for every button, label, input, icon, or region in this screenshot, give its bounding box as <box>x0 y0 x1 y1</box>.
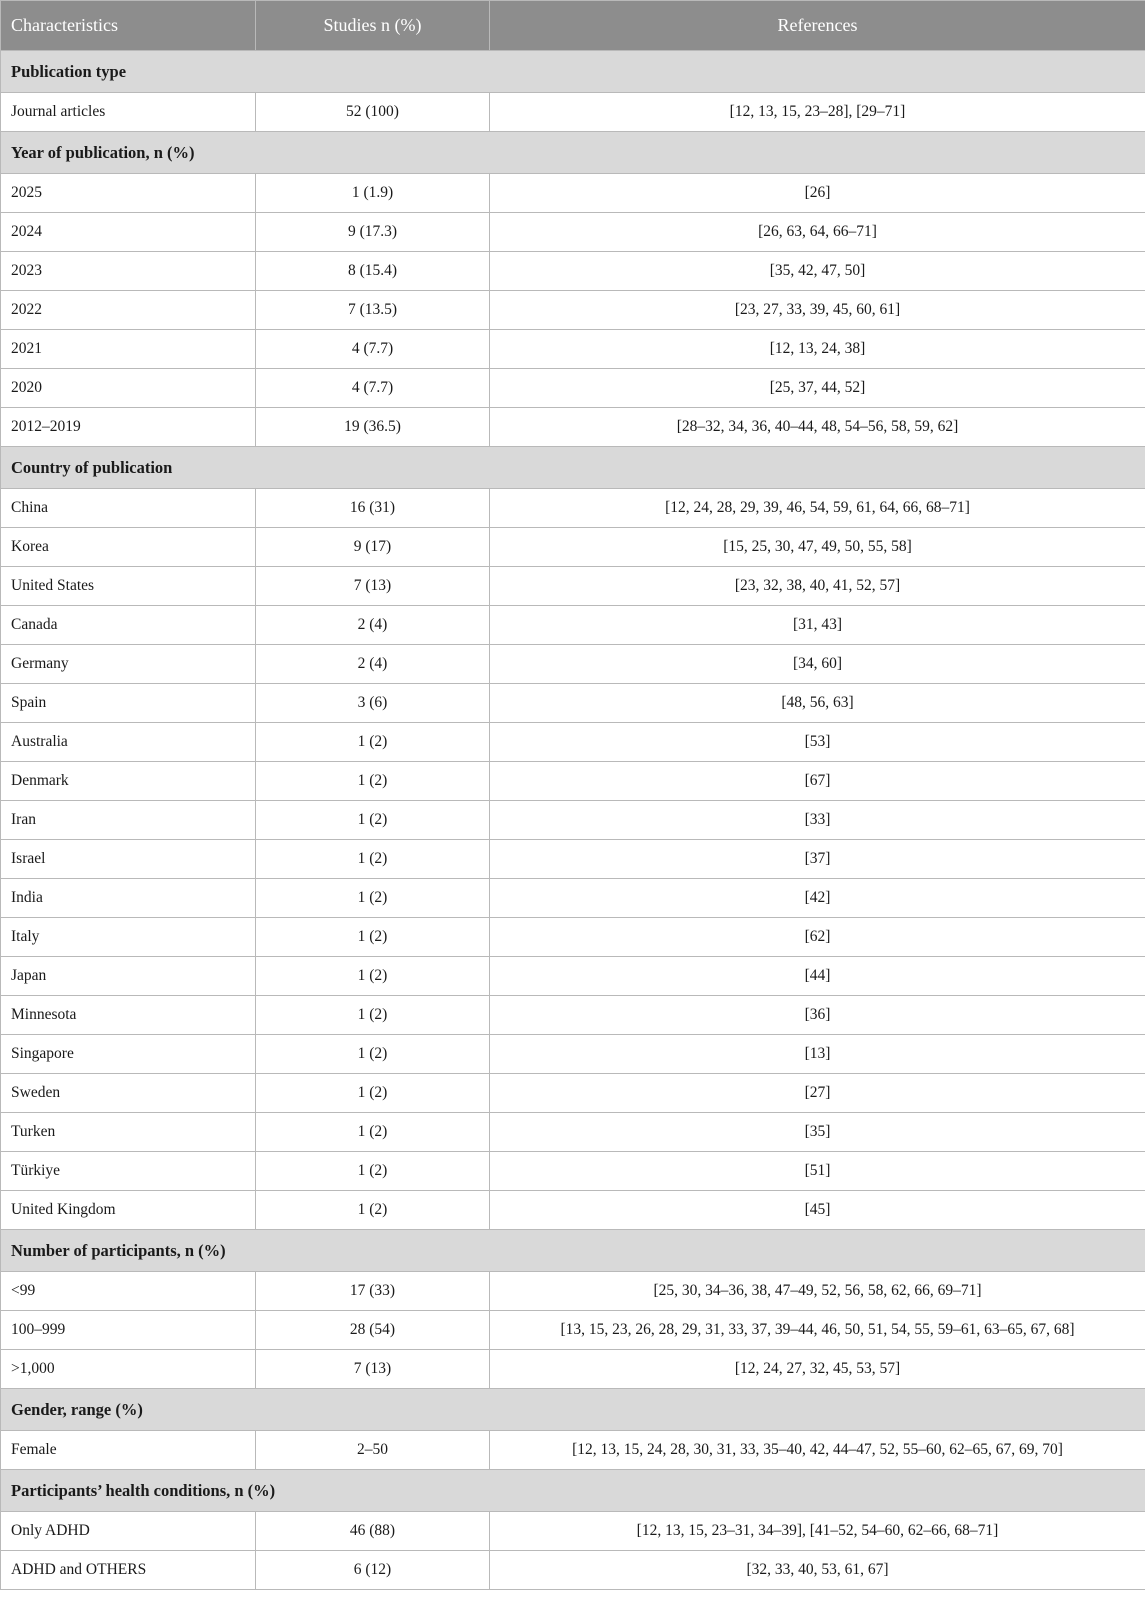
cell-studies: 1 (2) <box>256 801 490 840</box>
cell-studies: 1 (2) <box>256 840 490 879</box>
table-row <box>1 723 1145 762</box>
cell-studies: 8 (15.4) <box>256 252 490 291</box>
section-title: Number of participants, n (%) <box>1 1230 1145 1272</box>
cell-references: [62] <box>490 918 1145 957</box>
cell-references: [13] <box>490 1035 1145 1074</box>
header-row <box>1 1 1145 51</box>
table-row <box>1 489 1145 528</box>
cell-characteristic: Spain <box>1 684 256 723</box>
cell-characteristic: China <box>1 489 256 528</box>
cell-characteristic: 2023 <box>1 252 256 291</box>
cell-studies: 6 (12) <box>256 1551 490 1590</box>
cell-characteristic: Journal articles <box>1 93 256 132</box>
cell-references: [12, 13, 15, 23–28], [29–71] <box>490 93 1145 132</box>
cell-studies: 1 (2) <box>256 918 490 957</box>
section-title: Year of publication, n (%) <box>1 132 1145 174</box>
table-header <box>1 1 1145 51</box>
cell-characteristic: United Kingdom <box>1 1191 256 1230</box>
cell-characteristic: Female <box>1 1431 256 1470</box>
cell-studies: 1 (2) <box>256 762 490 801</box>
cell-references: [32, 33, 40, 53, 61, 67] <box>490 1551 1145 1590</box>
cell-characteristic: Only ADHD <box>1 1512 256 1551</box>
cell-studies: 7 (13.5) <box>256 291 490 330</box>
cell-references: [37] <box>490 840 1145 879</box>
section-header-row <box>1 1389 1145 1431</box>
table-row <box>1 1512 1145 1551</box>
cell-references: [25, 30, 34–36, 38, 47–49, 52, 56, 58, 62, 66, 69–71] <box>490 1272 1145 1311</box>
cell-characteristic: ADHD and OTHERS <box>1 1551 256 1590</box>
section-header-row <box>1 1470 1145 1512</box>
cell-references: [15, 25, 30, 47, 49, 50, 55, 58] <box>490 528 1145 567</box>
cell-characteristic: >1,000 <box>1 1350 256 1389</box>
cell-characteristic: Australia <box>1 723 256 762</box>
cell-studies: 16 (31) <box>256 489 490 528</box>
cell-studies: 9 (17.3) <box>256 213 490 252</box>
cell-characteristic: 100–999 <box>1 1311 256 1350</box>
section-header-row <box>1 1230 1145 1272</box>
table-row <box>1 762 1145 801</box>
cell-studies: 4 (7.7) <box>256 330 490 369</box>
header-studies: Studies n (%) <box>256 1 490 51</box>
cell-characteristic: 2012–2019 <box>1 408 256 447</box>
table-row <box>1 369 1145 408</box>
cell-studies: 1 (1.9) <box>256 174 490 213</box>
table-row <box>1 1191 1145 1230</box>
cell-characteristic: 2020 <box>1 369 256 408</box>
cell-references: [25, 37, 44, 52] <box>490 369 1145 408</box>
table-row <box>1 957 1145 996</box>
cell-references: [26] <box>490 174 1145 213</box>
table-row <box>1 1272 1145 1311</box>
cell-references: [34, 60] <box>490 645 1145 684</box>
header-references: References <box>490 1 1145 51</box>
table-row <box>1 252 1145 291</box>
section-title: Participants’ health conditions, n (%) <box>1 1470 1145 1512</box>
table-row <box>1 1551 1145 1590</box>
table-row <box>1 1035 1145 1074</box>
table-row <box>1 93 1145 132</box>
cell-references: [13, 15, 23, 26, 28, 29, 31, 33, 37, 39–44, 46, 50, 51, 54, 55, 59–61, 63–65, 67, 68] <box>490 1311 1145 1350</box>
cell-studies: 1 (2) <box>256 1074 490 1113</box>
cell-characteristic: United States <box>1 567 256 606</box>
cell-references: [35] <box>490 1113 1145 1152</box>
table-row <box>1 996 1145 1035</box>
table-row <box>1 1074 1145 1113</box>
table-row <box>1 174 1145 213</box>
cell-references: [35, 42, 47, 50] <box>490 252 1145 291</box>
cell-studies: 1 (2) <box>256 1035 490 1074</box>
cell-references: [23, 27, 33, 39, 45, 60, 61] <box>490 291 1145 330</box>
cell-references: [28–32, 34, 36, 40–44, 48, 54–56, 58, 59, 62] <box>490 408 1145 447</box>
table-row <box>1 645 1145 684</box>
table-row <box>1 1311 1145 1350</box>
table-row <box>1 879 1145 918</box>
cell-references: [51] <box>490 1152 1145 1191</box>
cell-studies: 1 (2) <box>256 957 490 996</box>
table-row <box>1 801 1145 840</box>
cell-characteristic: 2022 <box>1 291 256 330</box>
cell-characteristic: 2025 <box>1 174 256 213</box>
cell-references: [36] <box>490 996 1145 1035</box>
cell-characteristic: Japan <box>1 957 256 996</box>
cell-references: [12, 13, 15, 23–31, 34–39], [41–52, 54–60, 62–66, 68–71] <box>490 1512 1145 1551</box>
section-title: Country of publication <box>1 447 1145 489</box>
cell-references: [12, 24, 27, 32, 45, 53, 57] <box>490 1350 1145 1389</box>
cell-studies: 2 (4) <box>256 645 490 684</box>
cell-studies: 7 (13) <box>256 1350 490 1389</box>
cell-characteristic: Italy <box>1 918 256 957</box>
header-characteristics: Characteristics <box>1 1 256 51</box>
table-row <box>1 567 1145 606</box>
cell-references: [12, 13, 15, 24, 28, 30, 31, 33, 35–40, 42, 44–47, 52, 55–60, 62–65, 67, 69, 70] <box>490 1431 1145 1470</box>
section-header-row <box>1 51 1145 93</box>
table-row <box>1 330 1145 369</box>
cell-characteristic: Minnesota <box>1 996 256 1035</box>
table-body <box>1 51 1145 1590</box>
section-title: Gender, range (%) <box>1 1389 1145 1431</box>
cell-studies: 1 (2) <box>256 1113 490 1152</box>
cell-studies: 7 (13) <box>256 567 490 606</box>
cell-studies: 46 (88) <box>256 1512 490 1551</box>
table-row <box>1 684 1145 723</box>
cell-studies: 1 (2) <box>256 723 490 762</box>
cell-studies: 28 (54) <box>256 1311 490 1350</box>
section-header-row <box>1 132 1145 174</box>
section-title: Publication type <box>1 51 1145 93</box>
cell-references: [27] <box>490 1074 1145 1113</box>
table-row <box>1 1350 1145 1389</box>
cell-characteristic: Türkiye <box>1 1152 256 1191</box>
cell-references: [23, 32, 38, 40, 41, 52, 57] <box>490 567 1145 606</box>
cell-references: [12, 24, 28, 29, 39, 46, 54, 59, 61, 64, 66, 68–71] <box>490 489 1145 528</box>
cell-studies: 17 (33) <box>256 1272 490 1311</box>
cell-studies: 4 (7.7) <box>256 369 490 408</box>
cell-references: [12, 13, 24, 38] <box>490 330 1145 369</box>
table-row <box>1 840 1145 879</box>
cell-references: [44] <box>490 957 1145 996</box>
cell-characteristic: Israel <box>1 840 256 879</box>
cell-characteristic: Sweden <box>1 1074 256 1113</box>
cell-references: [31, 43] <box>490 606 1145 645</box>
cell-references: [48, 56, 63] <box>490 684 1145 723</box>
cell-characteristic: Denmark <box>1 762 256 801</box>
cell-studies: 19 (36.5) <box>256 408 490 447</box>
table-row <box>1 213 1145 252</box>
cell-characteristic: Iran <box>1 801 256 840</box>
cell-characteristic: Korea <box>1 528 256 567</box>
cell-references: [42] <box>490 879 1145 918</box>
cell-references: [45] <box>490 1191 1145 1230</box>
cell-characteristic: Germany <box>1 645 256 684</box>
cell-studies: 3 (6) <box>256 684 490 723</box>
table-row <box>1 1431 1145 1470</box>
table-row <box>1 606 1145 645</box>
cell-characteristic: 2024 <box>1 213 256 252</box>
cell-characteristic: <99 <box>1 1272 256 1311</box>
cell-references: [33] <box>490 801 1145 840</box>
cell-studies: 9 (17) <box>256 528 490 567</box>
cell-characteristic: 2021 <box>1 330 256 369</box>
section-header-row <box>1 447 1145 489</box>
table-row <box>1 918 1145 957</box>
cell-studies: 1 (2) <box>256 879 490 918</box>
cell-characteristic: Canada <box>1 606 256 645</box>
cell-studies: 52 (100) <box>256 93 490 132</box>
table-row <box>1 528 1145 567</box>
cell-studies: 1 (2) <box>256 1152 490 1191</box>
cell-references: [67] <box>490 762 1145 801</box>
cell-references: [53] <box>490 723 1145 762</box>
table-row <box>1 291 1145 330</box>
cell-characteristic: Singapore <box>1 1035 256 1074</box>
cell-references: [26, 63, 64, 66–71] <box>490 213 1145 252</box>
cell-studies: 1 (2) <box>256 996 490 1035</box>
table-row <box>1 1113 1145 1152</box>
cell-characteristic: Turken <box>1 1113 256 1152</box>
cell-characteristic: India <box>1 879 256 918</box>
table-row <box>1 408 1145 447</box>
cell-studies: 2–50 <box>256 1431 490 1470</box>
cell-studies: 2 (4) <box>256 606 490 645</box>
cell-studies: 1 (2) <box>256 1191 490 1230</box>
table-row <box>1 1152 1145 1191</box>
